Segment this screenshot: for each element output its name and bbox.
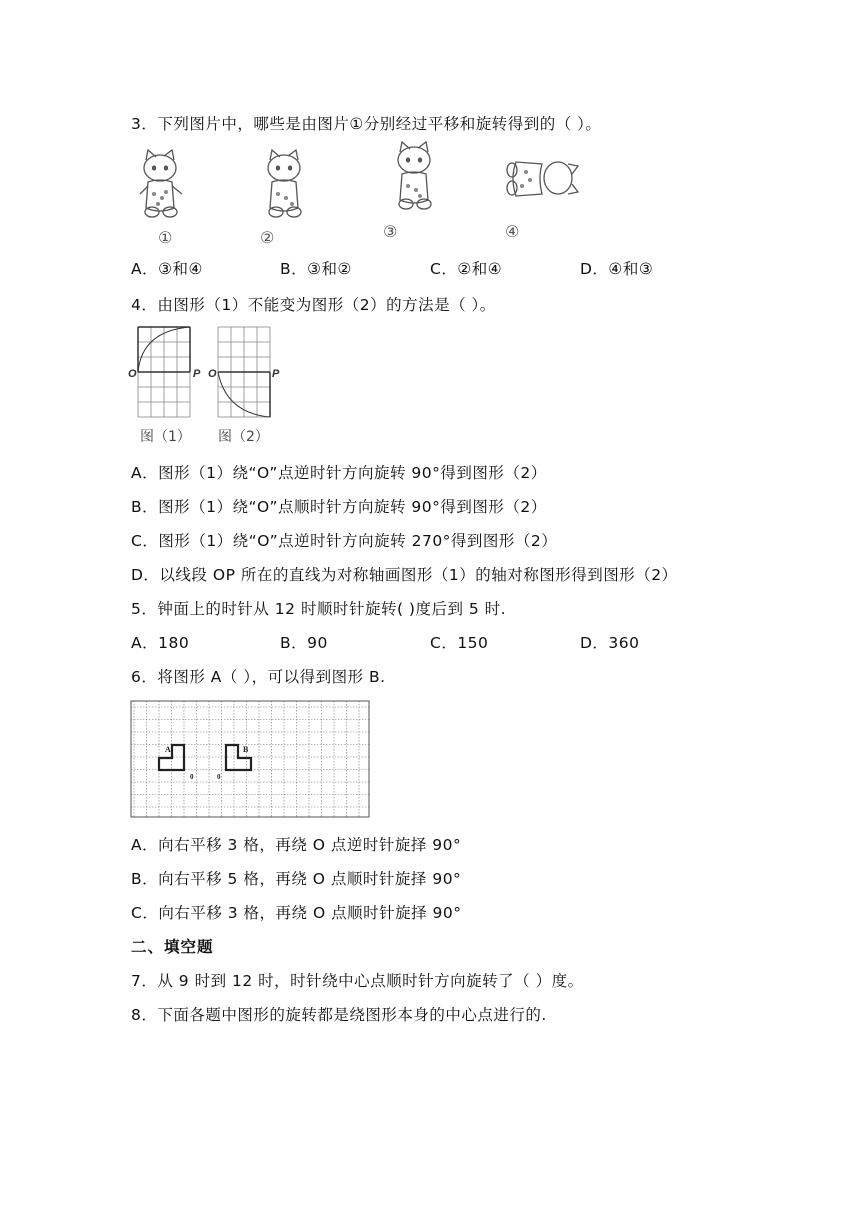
q3-caption-3: ③ (383, 222, 398, 241)
q3-option-a[interactable]: A．③和④ (131, 260, 203, 278)
q3-option-c[interactable]: C．②和④ (430, 260, 503, 278)
q8-stem: 8．下面各题中图形的旋转都是绕图形本身的中心点进行的. (131, 1006, 547, 1024)
section-2-title: 二、填空题 (131, 938, 214, 956)
q4-label-p-1: P (193, 368, 201, 380)
q5-option-a[interactable]: A．180 (131, 634, 190, 652)
q7-stem: 7．从 9 时到 12 时，时针绕中心点顺时针方向旋转了（ ）度。 (131, 972, 584, 990)
q3-stem: 3．下列图片中，哪些是由图片①分别经过平移和旋转得到的（ ）。 (131, 115, 602, 133)
q3-caption-4: ④ (505, 222, 520, 241)
q3-option-d[interactable]: D．④和③ (580, 260, 654, 278)
q6-label-o-2: 0 (217, 773, 221, 781)
q4-label-p-2: P (272, 368, 280, 380)
q4-option-b[interactable]: B．图形（1）绕“O”点顺时针方向旋转 90°得到图形（2） (131, 498, 547, 516)
q3-caption-2: ② (260, 228, 275, 247)
cat-figure-2 (252, 148, 316, 226)
q3-caption-1: ① (158, 228, 173, 247)
q6-shape-a (159, 745, 184, 770)
q6-option-c[interactable]: C．向右平移 3 格，再绕 O 点顺时针旋择 90° (131, 904, 462, 922)
q6-option-a[interactable]: A．向右平移 3 格，再绕 O 点逆时针旋择 90° (131, 836, 462, 854)
q4-option-c[interactable]: C．图形（1）绕“O”点逆时针方向旋转 270°得到图形（2） (131, 532, 558, 550)
cat-figure-4 (502, 148, 580, 212)
q5-stem: 5．钟面上的时针从 12 时顺时针旋转( )度后到 5 时. (131, 600, 507, 618)
q4-fig-caption-2: 图（2） (218, 429, 269, 445)
q6-label-a: A (165, 745, 171, 754)
q5-option-c[interactable]: C．150 (430, 634, 489, 652)
q4-label-o-2: O (208, 368, 217, 380)
q6-grid-figure (130, 700, 370, 818)
q4-figures (128, 325, 288, 447)
q4-fig-caption-1: 图（1） (140, 429, 191, 445)
q6-label-o-1: 0 (190, 773, 194, 781)
q5-option-d[interactable]: D．360 (580, 634, 640, 652)
q5-option-b[interactable]: B．90 (280, 634, 328, 652)
q4-option-d[interactable]: D．以线段 OP 所在的直线为对称轴画图形（1）的轴对称图形得到图形（2） (131, 566, 678, 584)
q4-label-o-1: O (128, 368, 137, 380)
q4-stem: 4．由图形（1）不能变为图形（2）的方法是（ ）。 (131, 296, 496, 314)
cat-figure-3 (384, 140, 448, 218)
q6-option-b[interactable]: B．向右平移 5 格，再绕 O 点顺时针旋择 90° (131, 870, 462, 888)
q6-label-b: B (243, 745, 249, 754)
q6-stem: 6．将图形 A（ ），可以得到图形 B. (131, 668, 386, 686)
cat-figure-1 (132, 148, 196, 226)
q3-option-b[interactable]: B．③和② (280, 260, 352, 278)
q4-option-a[interactable]: A．图形（1）绕“O”点逆时针方向旋转 90°得到图形（2） (131, 464, 547, 482)
